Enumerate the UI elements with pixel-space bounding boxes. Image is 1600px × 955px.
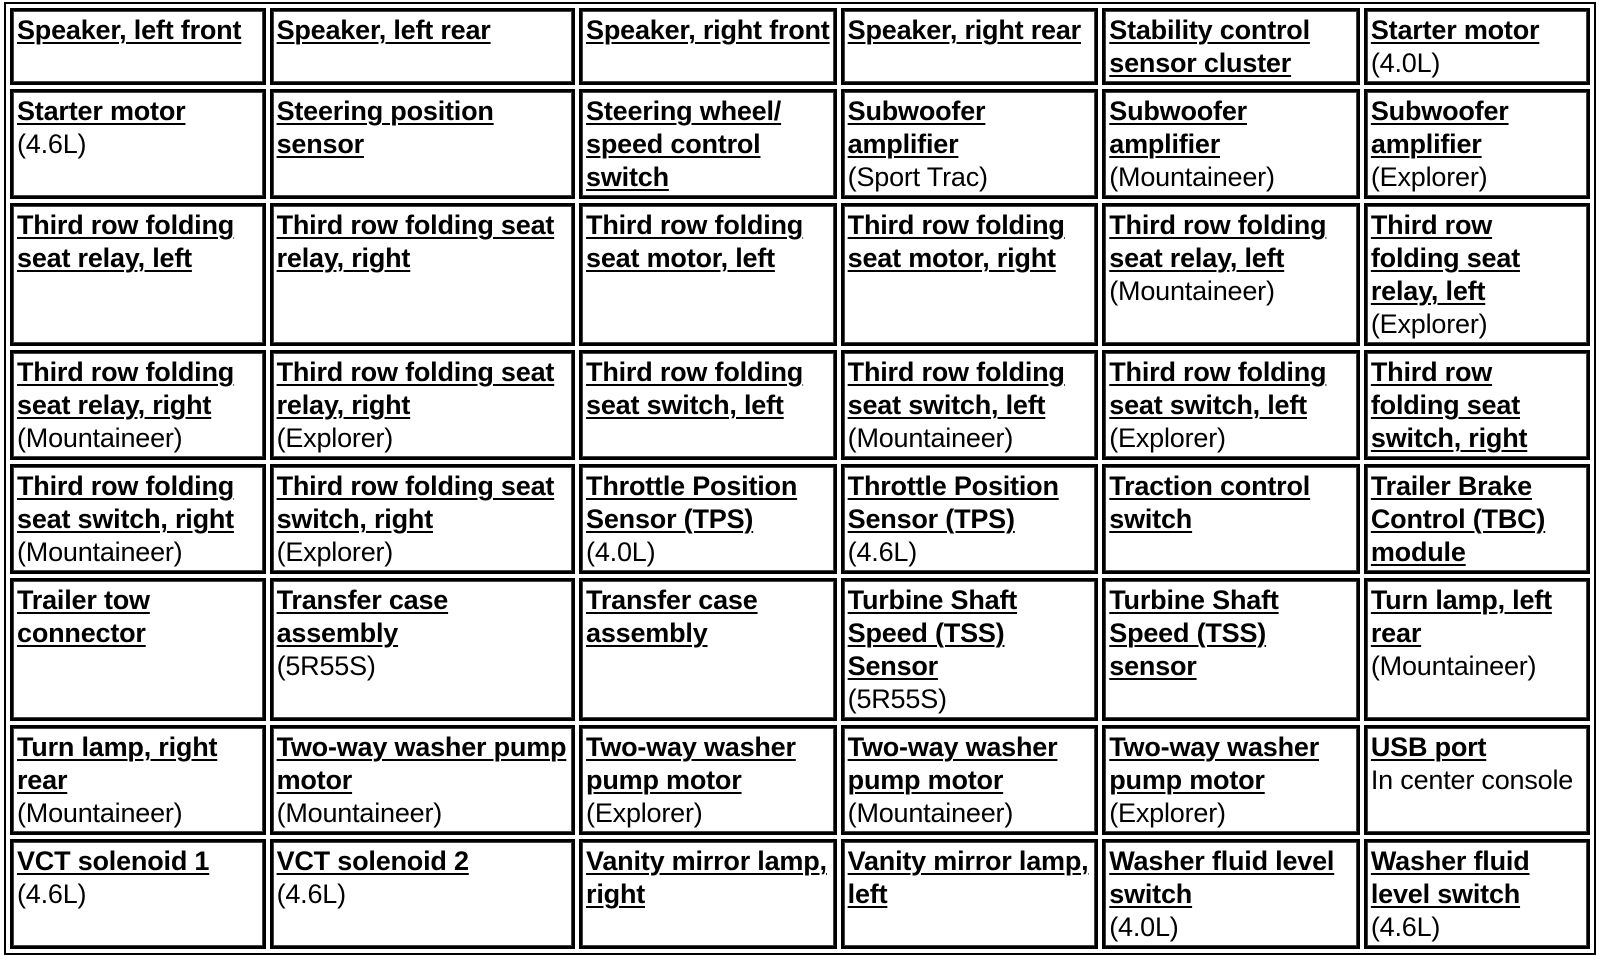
table-cell xyxy=(841,725,1099,835)
table-cell xyxy=(1364,464,1590,574)
component-note: (Mountaineer) xyxy=(17,537,183,567)
component-link[interactable]: Throttle Position Sensor (TPS) xyxy=(847,471,1059,534)
component-link[interactable]: Third row folding seat switch, left xyxy=(586,357,804,420)
table-cell xyxy=(1364,89,1590,199)
component-link[interactable]: Third row folding seat relay, right xyxy=(276,357,555,420)
component-note: In center console xyxy=(1370,765,1574,795)
table-cell xyxy=(1102,839,1360,949)
component-note: (Mountaineer) xyxy=(847,423,1014,453)
component-note: (Mountaineer) xyxy=(847,798,1014,828)
table-cell xyxy=(841,89,1099,199)
table-cell xyxy=(579,89,837,199)
component-note: (Mountaineer) xyxy=(17,423,183,453)
table-cell xyxy=(841,350,1099,460)
component-note: (Explorer) xyxy=(276,537,394,567)
table-row xyxy=(10,8,1590,85)
component-link[interactable]: Starter motor xyxy=(17,96,186,126)
table-cell xyxy=(1102,89,1360,199)
component-link[interactable]: Third row folding seat relay, left xyxy=(17,210,235,273)
component-link[interactable]: Turn lamp, right rear xyxy=(17,732,218,795)
component-note: (Mountaineer) xyxy=(276,798,443,828)
table-cell xyxy=(579,8,837,85)
table-cell xyxy=(1102,350,1360,460)
component-link[interactable]: USB port xyxy=(1370,732,1487,762)
component-note: (Mountaineer) xyxy=(17,798,183,828)
component-link[interactable]: Two-way washer pump motor xyxy=(586,732,796,795)
table-cell xyxy=(841,203,1099,346)
table-cell xyxy=(1364,350,1590,460)
table-row xyxy=(10,203,1590,346)
component-link[interactable]: Washer fluid level switch xyxy=(1109,846,1335,909)
table-cell xyxy=(1364,203,1590,346)
component-link[interactable]: Steering position sensor xyxy=(276,96,494,159)
component-link[interactable]: Trailer Brake Control (TBC) module xyxy=(1370,471,1546,567)
table-cell xyxy=(1364,8,1590,85)
component-link[interactable]: Washer fluid level switch xyxy=(1370,846,1530,909)
table-cell xyxy=(10,464,266,574)
component-note: (Explorer) xyxy=(1370,309,1488,339)
table-cell xyxy=(1364,725,1590,835)
table-cell xyxy=(579,203,837,346)
component-link[interactable]: Vanity mirror lamp, left xyxy=(847,846,1089,909)
table-cell xyxy=(270,578,575,721)
component-note: (4.6L) xyxy=(17,129,87,159)
component-note: (Mountaineer) xyxy=(1109,276,1275,306)
component-link[interactable]: Vanity mirror lamp, right xyxy=(586,846,827,909)
component-link[interactable]: Two-way washer pump motor xyxy=(276,732,567,795)
component-link[interactable]: Two-way washer pump motor xyxy=(1109,732,1320,795)
table-row xyxy=(10,464,1590,574)
table-cell xyxy=(10,725,266,835)
component-link[interactable]: Third row folding seat motor, right xyxy=(847,210,1065,273)
component-link[interactable]: Third row folding seat switch, right xyxy=(17,471,235,534)
table-cell xyxy=(1364,578,1590,721)
table-cell xyxy=(579,839,837,949)
component-note: (Mountaineer) xyxy=(1370,651,1537,681)
component-link[interactable]: Speaker, right front xyxy=(586,15,830,45)
component-link[interactable]: Turn lamp, left rear xyxy=(1370,585,1552,648)
table-cell xyxy=(579,578,837,721)
table-cell xyxy=(270,203,575,346)
table-body xyxy=(10,8,1590,949)
component-link[interactable]: Turbine Shaft Speed (TSS) sensor xyxy=(1109,585,1279,681)
component-link[interactable]: Throttle Position Sensor (TPS) xyxy=(586,471,798,534)
table-cell xyxy=(841,464,1099,574)
component-link[interactable]: Starter motor xyxy=(1370,15,1540,45)
component-link[interactable]: Third row folding seat switch, left xyxy=(1109,357,1327,420)
table-row xyxy=(10,725,1590,835)
table-cell xyxy=(10,89,266,199)
table-cell xyxy=(579,725,837,835)
component-link[interactable]: Speaker, left front xyxy=(17,15,242,45)
table-cell xyxy=(270,839,575,949)
component-note: (Explorer) xyxy=(1370,162,1488,192)
table-cell xyxy=(841,839,1099,949)
table-cell xyxy=(10,578,266,721)
component-link[interactable]: Third row folding seat relay, right xyxy=(276,210,555,273)
component-link[interactable]: Turbine Shaft Speed (TSS) Sensor xyxy=(847,585,1018,681)
table-cell xyxy=(1102,725,1360,835)
component-note: (4.6L) xyxy=(276,879,346,909)
component-link[interactable]: Traction control switch xyxy=(1109,471,1311,534)
table-cell xyxy=(10,203,266,346)
table-row xyxy=(10,578,1590,721)
component-link[interactable]: Subwoofer amplifier xyxy=(847,96,986,159)
component-note: (Explorer) xyxy=(1109,798,1226,828)
component-note: (4.0L) xyxy=(586,537,656,567)
component-link[interactable]: VCT solenoid 1 xyxy=(17,846,210,876)
table-cell xyxy=(1102,464,1360,574)
component-note: (4.0L) xyxy=(1370,48,1441,78)
table-cell xyxy=(841,8,1099,85)
component-link[interactable]: Steering wheel/ speed control switch xyxy=(586,96,782,192)
component-link[interactable]: Stability control sensor cluster xyxy=(1109,15,1310,78)
component-link[interactable]: Subwoofer amplifier xyxy=(1109,96,1247,159)
component-link[interactable]: Two-way washer pump motor xyxy=(847,732,1058,795)
component-note: (5R55S) xyxy=(276,651,376,681)
component-note: (4.6L) xyxy=(1370,912,1441,942)
component-note: (5R55S) xyxy=(847,684,947,714)
component-link[interactable]: Third row folding seat switch, right xyxy=(276,471,555,534)
component-link[interactable]: Transfer case assembly xyxy=(586,585,758,648)
table-cell xyxy=(10,8,266,85)
table-cell xyxy=(10,350,266,460)
component-link[interactable]: Third row folding seat relay, left xyxy=(1109,210,1327,273)
component-link[interactable]: Third row folding seat switch, right xyxy=(1370,357,1528,453)
table-cell xyxy=(1102,203,1360,346)
component-link[interactable]: Speaker, left rear xyxy=(276,15,491,45)
component-link[interactable]: Third row folding seat relay, right xyxy=(17,357,235,420)
component-note: (Explorer) xyxy=(1109,423,1226,453)
table-cell xyxy=(270,8,575,85)
component-index-table xyxy=(4,2,1596,955)
table-cell xyxy=(270,725,575,835)
component-note: (Sport Trac) xyxy=(847,162,988,192)
table-cell xyxy=(270,89,575,199)
component-note: (Explorer) xyxy=(276,423,394,453)
table-cell xyxy=(1102,8,1360,85)
component-link[interactable]: Trailer tow connector xyxy=(17,585,150,648)
table-cell xyxy=(579,464,837,574)
table-row xyxy=(10,89,1590,199)
table-cell xyxy=(1364,839,1590,949)
component-link[interactable]: Speaker, right rear xyxy=(847,15,1081,45)
component-link[interactable]: Third row folding seat switch, left xyxy=(847,357,1065,420)
component-link[interactable]: VCT solenoid 2 xyxy=(276,846,469,876)
table-cell xyxy=(579,350,837,460)
table-cell xyxy=(841,578,1099,721)
component-note: (Explorer) xyxy=(586,798,703,828)
component-note: (4.0L) xyxy=(1109,912,1179,942)
component-link[interactable]: Third row folding seat relay, left xyxy=(1370,210,1520,306)
component-link[interactable]: Third row folding seat motor, left xyxy=(586,210,804,273)
table-cell xyxy=(10,839,266,949)
component-note: (Mountaineer) xyxy=(1109,162,1275,192)
component-link[interactable]: Subwoofer amplifier xyxy=(1370,96,1509,159)
component-note: (4.6L) xyxy=(847,537,917,567)
table-cell xyxy=(1102,578,1360,721)
table-cell xyxy=(270,350,575,460)
table-cell xyxy=(270,464,575,574)
component-note: (4.6L) xyxy=(17,879,87,909)
table-row xyxy=(10,839,1590,949)
component-link[interactable]: Transfer case assembly xyxy=(276,585,449,648)
table-row xyxy=(10,350,1590,460)
